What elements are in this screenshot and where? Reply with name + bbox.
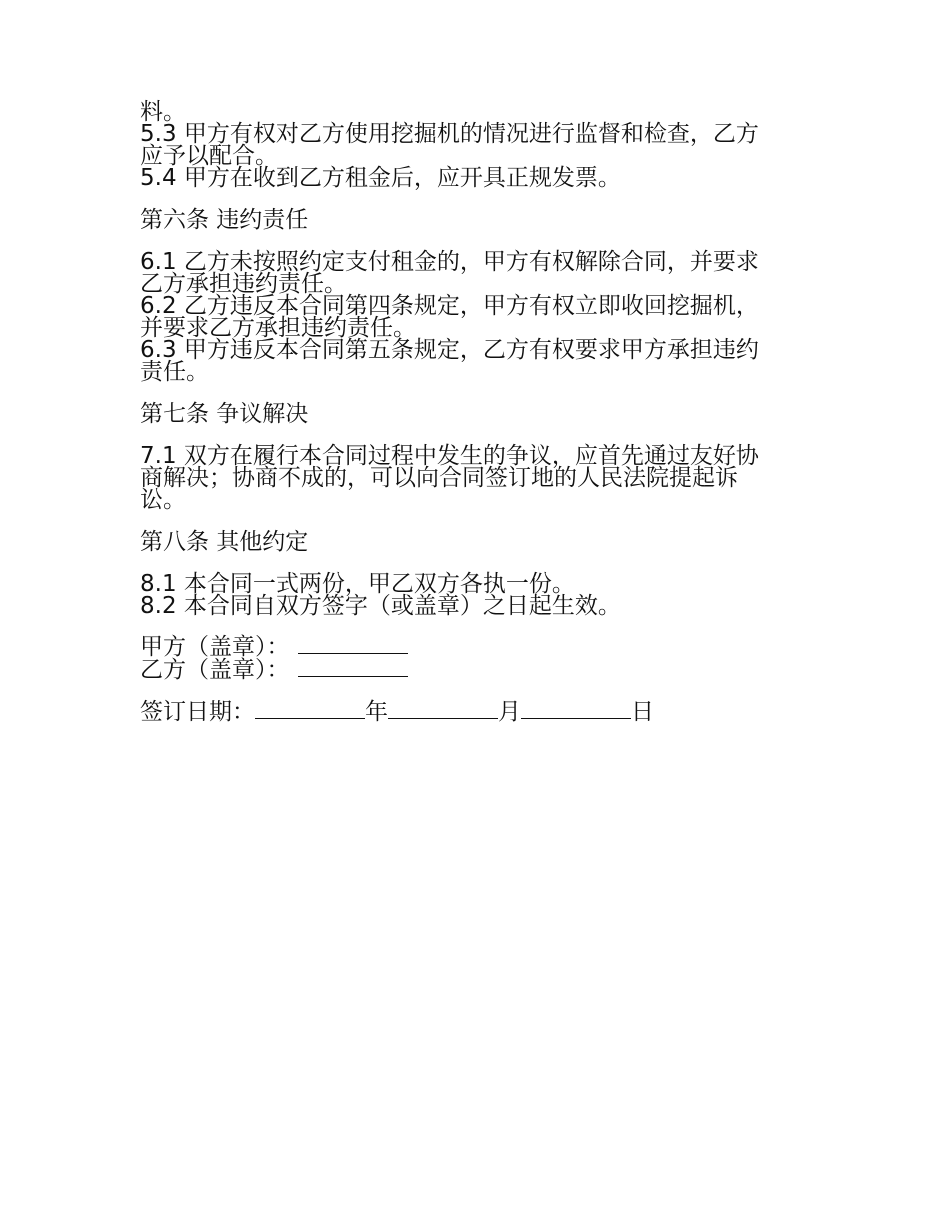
clause-6-3-line-1: 6.3 甲方违反本合同第五条规定，乙方有权要求甲方承担违约	[140, 337, 759, 363]
party-b-signature-row	[140, 658, 810, 681]
article-6-title: 第六条 违约责任	[140, 207, 309, 233]
clause-5-3-line-2: 应予以配合。	[140, 143, 278, 169]
clause-6-2-line-2: 并要求乙方承担违约责任。	[140, 315, 416, 341]
article-8-title: 第八条 其他约定	[140, 529, 309, 555]
party-a-label: 甲方（盖章）：	[140, 634, 290, 660]
paragraph-line: 料。	[140, 99, 186, 125]
clause-7-1-line-3: 讼。	[140, 487, 186, 513]
clause-6-3-line-2: 责任。	[140, 359, 209, 385]
clause-7-1-line-1: 7.1 双方在履行本合同过程中发生的争议，应首先通过友好协	[140, 443, 759, 469]
sign-date-row	[140, 699, 810, 725]
article-7-title: 第七条 争议解决	[140, 401, 309, 427]
clause-6-2-line-1: 6.2 乙方违反本合同第四条规定，甲方有权立即收回挖掘机，	[140, 293, 759, 319]
party-b-signature-blank	[298, 658, 408, 677]
clause-6-1-line-2: 乙方承担违约责任。	[140, 271, 347, 297]
day-label: 日	[631, 699, 654, 725]
year-label: 年	[365, 699, 388, 725]
party-a-signature-blank	[298, 635, 408, 654]
clause-6-1-line-1: 6.1 乙方未按照约定支付租金的，甲方有权解除合同，并要求	[140, 249, 759, 275]
month-blank	[388, 700, 498, 719]
clause-8-1: 8.1 本合同一式两份，甲乙双方各执一份。	[140, 571, 575, 597]
year-blank	[255, 700, 365, 719]
party-a-signature-row	[140, 635, 810, 658]
sign-date-label: 签订日期：	[140, 699, 255, 725]
party-b-label: 乙方（盖章）：	[140, 657, 290, 683]
day-blank	[521, 700, 631, 719]
document-body	[140, 101, 810, 725]
clause-5-4: 5.4 甲方在收到乙方租金后，应开具正规发票。	[140, 165, 621, 191]
clause-5-3-line-1: 5.3 甲方有权对乙方使用挖掘机的情况进行监督和检查，乙方	[140, 121, 759, 147]
month-label: 月	[498, 699, 521, 725]
clause-7-1-line-2: 商解决；协商不成的，可以向合同签订地的人民法院提起诉	[140, 465, 738, 491]
clause-8-2: 8.2 本合同自双方签字（或盖章）之日起生效。	[140, 593, 621, 619]
